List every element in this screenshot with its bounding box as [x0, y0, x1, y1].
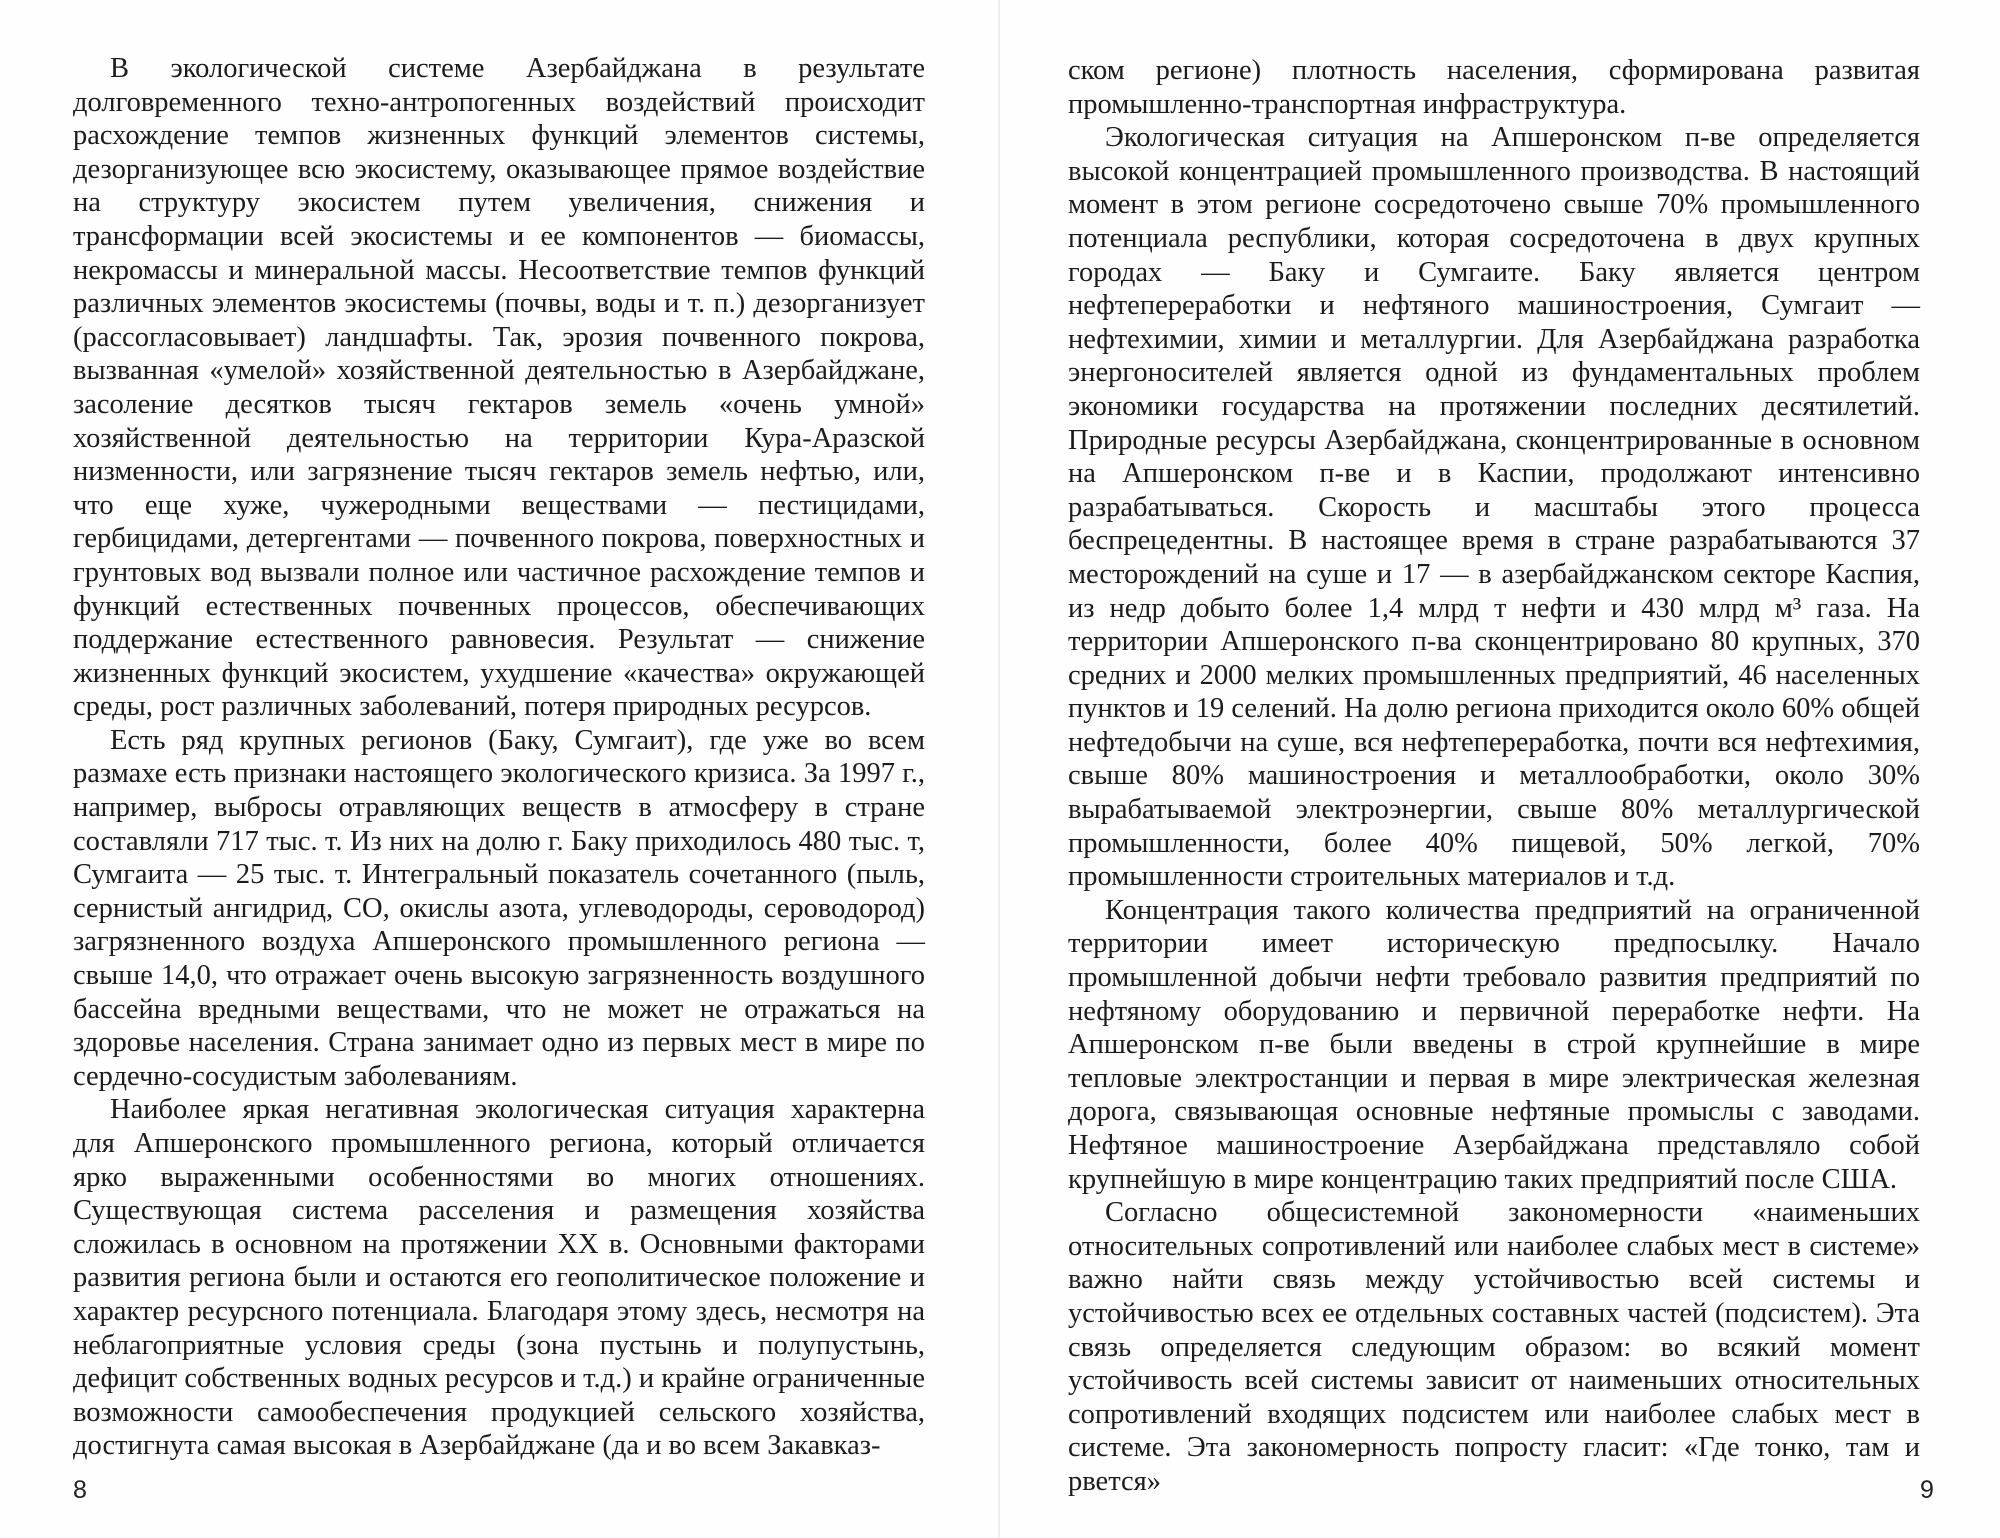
- left-text-column: [73, 52, 925, 1463]
- page-number: 9: [1920, 1476, 1934, 1504]
- paragraph: Наиболее яркая негативная экологическая ситуация характерна для Апшеронского промышленного региона, который отличается ярко выраженными особенностями во многих отношениях. Существующая система расселения и размещения хозяйства сложилась в основном на протяжении XX в. Основными факторами развития региона были и остаются его геополитическое положение и характер ресурсного потенциала. Благодаря этому здесь, несмотря на неблагоприятные условия среды (зона пустынь и полупустынь, дефицит собственных водных ресурсов и т.д.) и крайне ограниченные возможности самообеспечения продукцией сельского хозяйства, достигнута самая высокая в Азербайджане (да и во всем Закавказ-: [73, 1094, 925, 1462]
- right-page: [1000, 0, 2000, 1538]
- page-number: 8: [73, 1476, 87, 1504]
- paragraph: В экологической системе Азербайджана в результате долговременного техно-антропогенных воздействий происходит расхождение темпов жизненных функций элементов системы, дезорганизующее всю экосистему, оказывающее прямое воздействие на структуру экосистем путем увеличения, снижения и трансформации всей экосистемы и ее компонентов — биомассы, некромассы и минеральной массы. Несоответствие темпов функций различных элементов экосистемы (почвы, воды и т. п.) дезорганизует (рассогласовывает) ландшафты. Так, эрозия почвенного покрова, вызванная «умелой» хозяйственной деятельностью в Азербайджане, засоление десятков тысяч гектаров земель «очень умной» хозяйственной деятельностью на территории Кура-Аразской низменности, или загрязнение тысяч гектаров земель нефтью, или, что еще хуже, чужеродными веществами — пестицидами, гербицидами, детергентами — почвенного покрова, поверхностных и грунтовых вод вызвали полное или частичное расхождение темпов и функций естественных почвенных процессов, обеспечивающих поддержание естественного равновесия. Результат — снижение жизненных функций экосистем, ухудшение «качества» окружающей среды, рост различных заболеваний, потеря природных ресурсов.: [73, 53, 925, 723]
- right-text-column: [1068, 54, 1920, 1499]
- paragraph: ском регионе) плотность населения, сформирована развитая промышленно-транспортная инфраструктура.: [1068, 55, 1920, 120]
- paragraph: Есть ряд крупных регионов (Баку, Сумгаит), где уже во всем размахе есть признаки настоящего экологического кризиса. За 1997 г., например, выбросы отравляющих веществ в атмосферу в стране составляли 717 тыс. т. Из них на долю г. Баку приходилось 480 тыс. т, Сумгаита — 25 тыс. т. Интегральный показатель сочетанного (пыль, сернистый ангидрид, СО, окислы азота, углеводороды, сероводород) загрязненного воздуха Апшеронского промышленного региона — свыше 14,0, что отражает очень высокую загрязненность воздушного бассейна вредными веществами, что не может не отражаться на здоровье населения. Страна занимает одно из первых мест в мире по сердечно-сосудистым заболеваниям.: [73, 724, 925, 1092]
- paragraph: Экологическая ситуация на Апшеронском п-ве определяется высокой концентрацией промышленного производства. В настоящий момент в этом регионе сосредоточено свыше 70% промышленного потенциала республики, которая сосредоточена в двух крупных городах — Баку и Сумгаите. Баку является центром нефтепереработки и нефтяного машиностроения, Сумгаит — нефтехимии, химии и металлургии. Для Азербайджана разработка энергоносителей является одной из фундаментальных проблем экономики государства на протяжении последних десятилетий. Природные ресурсы Азербайджана, сконцентрированные в основном на Апшеронском п-ве и в Каспии, продолжают интенсивно разрабатываться. Скорость и масштабы этого процесса беспрецедентны. В настоящее время в стране разрабатываются 37 месторождений на суше и 17 — в азербайджанском секторе Каспия, из недр добыто более 1,4 млрд т нефти и 430 млрд м³ газа. На территории Апшеронского п-ва сконцентрировано 80 крупных, 370 средних и 2000 мелких промышленных предприятий, 46 населенных пунктов и 19 селений. На долю региона приходится около 60% общей нефтедобычи на суше, вся нефтепереработка, почти вся нефтехимия, свыше 80% машиностроения и металлообработки, около 30% вырабатываемой электроэнергии, свыше 80% металлургической промышленности, более 40% пищевой, 50% легкой, 70% промышленности строительных материалов и т.д.: [1068, 122, 1920, 893]
- paragraph: Согласно общесистемной закономерности «наименьших относительных сопротивлений или наиболее слабых мест в системе» важно найти связь между устойчивостью всей системы и устойчивостью всех ее отдельных составных частей (подсистем). Эта связь определяется следующим образом: во всякий момент устойчивость всей системы зависит от наименьших относительных сопротивлений входящих подсистем или наиболее слабых мест в системе. Эта закономерность попросту гласит: «Где тонко, там и рвется»: [1068, 1197, 1920, 1497]
- paragraph: Концентрация такого количества предприятий на ограниченной территории имеет историческую предпосылку. Начало промышленной добычи нефти требовало развития предприятий по нефтяному оборудованию и первичной переработке нефти. На Апшеронском п-ве были введены в строй крупнейшие в мире тепловые электростанции и первая в мире электрическая железная дорога, связывающая основные нефтяные промыслы с заводами. Нефтяное машиностроение Азербайджана представляло собой крупнейшую в мире концентрацию таких предприятий после США.: [1068, 894, 1920, 1195]
